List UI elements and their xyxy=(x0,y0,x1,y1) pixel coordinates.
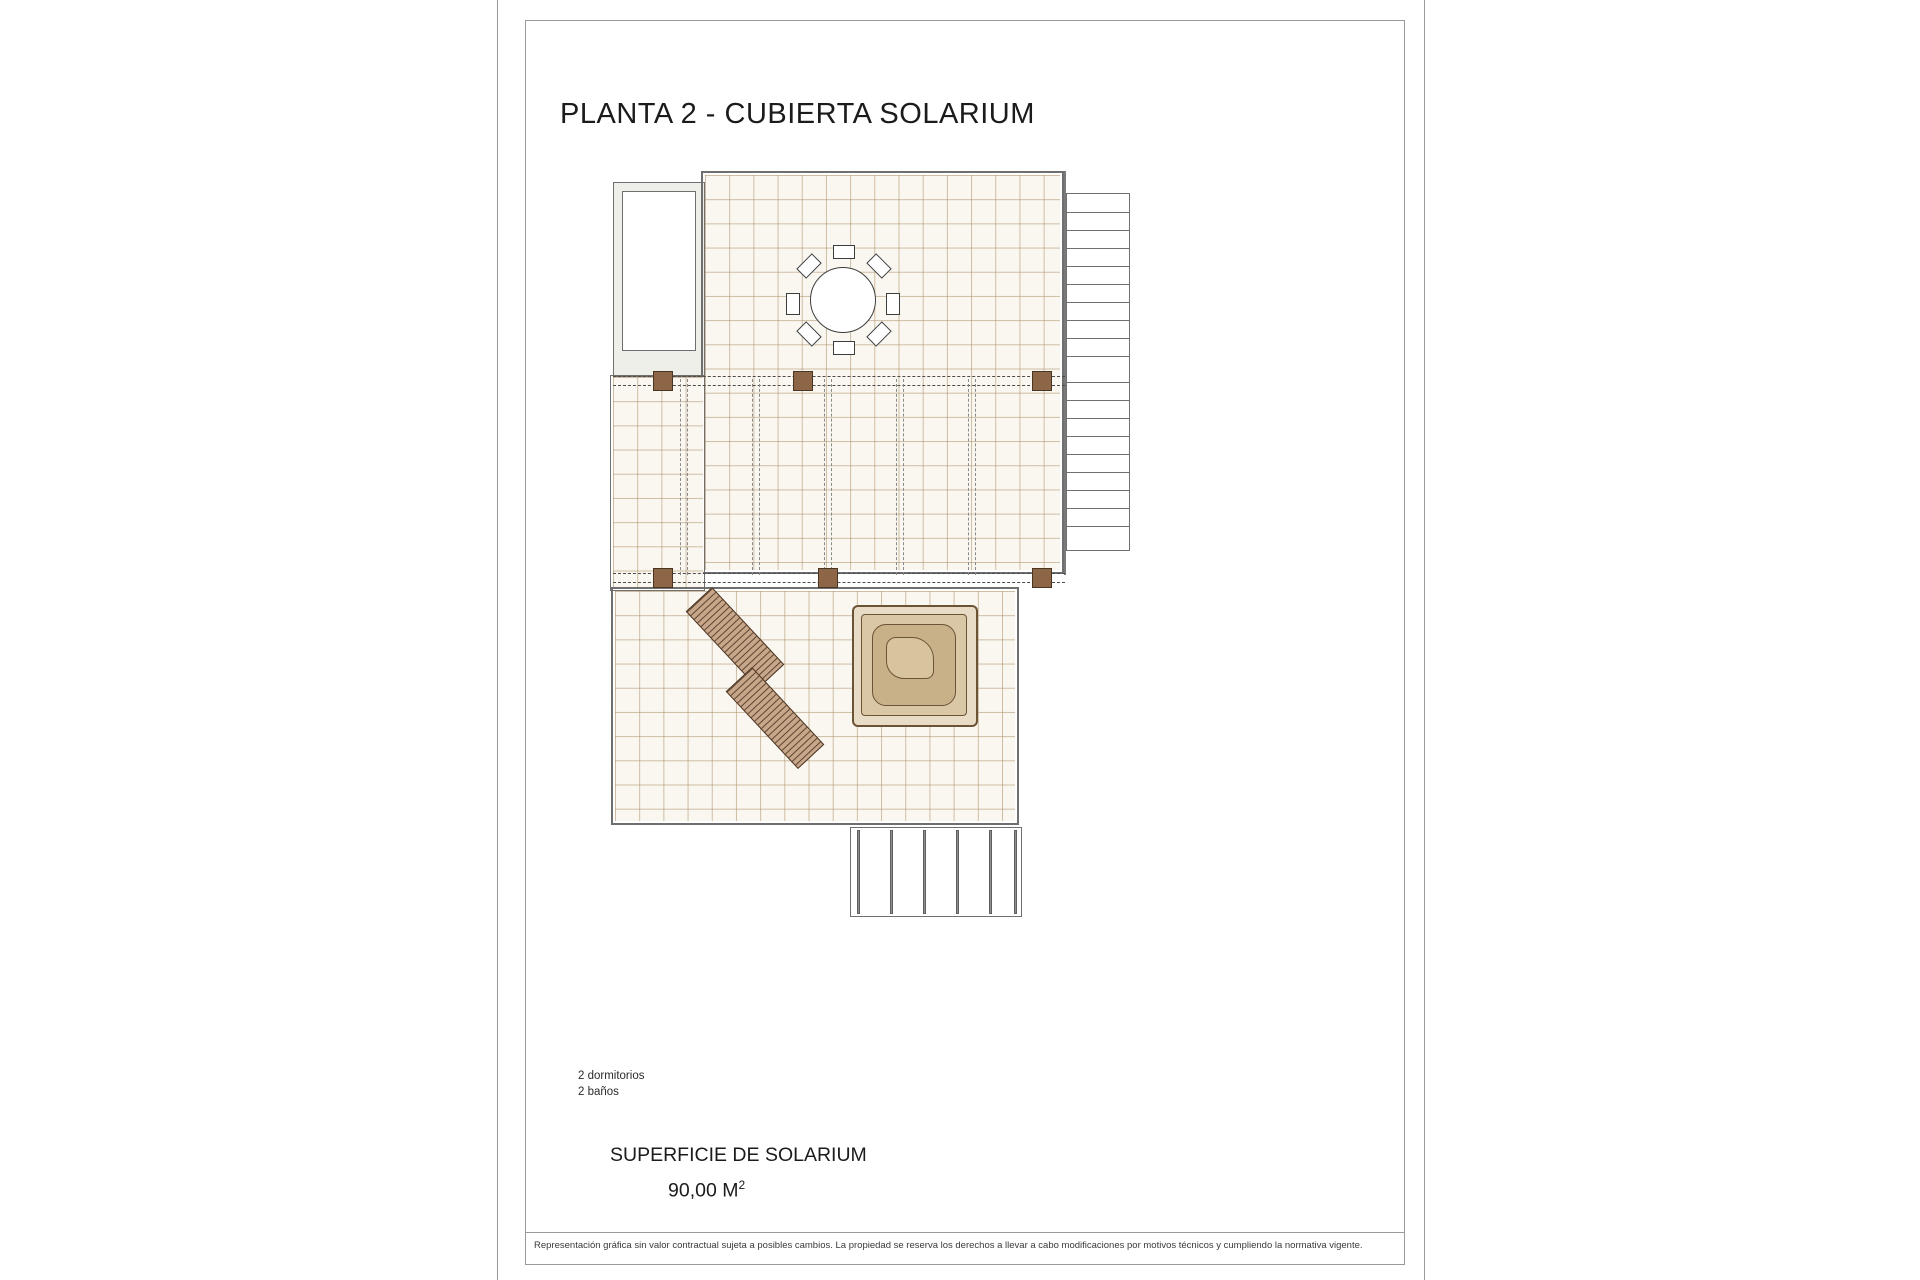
balcony-railing xyxy=(850,827,1022,917)
pergola-rafter-5 xyxy=(824,379,825,575)
stair-step xyxy=(1067,490,1129,491)
stair-step xyxy=(1067,526,1129,527)
railing-bar xyxy=(989,830,992,914)
railing-bar xyxy=(956,830,959,914)
page-title: PLANTA 2 - CUBIERTA SOLARIUM xyxy=(560,98,1035,130)
staircase xyxy=(1066,193,1130,551)
stair-step xyxy=(1067,356,1129,357)
stair-step xyxy=(1067,338,1129,339)
stair-step xyxy=(1067,212,1129,213)
pergola-rafter-8 xyxy=(903,379,904,575)
stair-step xyxy=(1067,320,1129,321)
pergola-rafter-7 xyxy=(896,379,897,575)
disclaimer-text: Representación gráfica sin valor contractual sujeta a posibles cambios. La propiedad se reserva los derechos a llevar a cabo modificaciones por motivos técnicos y cumpliendo la normativa vigente. xyxy=(534,1240,1363,1251)
pergola-post-3 xyxy=(1032,371,1052,391)
surface-value-row xyxy=(610,1170,867,1206)
pergola-rafter-6 xyxy=(831,379,832,575)
jacuzzi-seat xyxy=(886,637,934,679)
stair-step xyxy=(1067,454,1129,455)
bathrooms-note: 2 baños xyxy=(578,1086,619,1098)
pergola-rafter-9 xyxy=(968,379,969,575)
stair-step xyxy=(1067,248,1129,249)
stair-step xyxy=(1067,302,1129,303)
unit-notes xyxy=(578,1068,644,1100)
stair-step xyxy=(1067,418,1129,419)
pergola-rafter-1 xyxy=(680,379,681,575)
pergola-beam-top-a xyxy=(613,376,1065,377)
chair xyxy=(833,245,855,259)
storage-room-inner xyxy=(622,191,696,351)
pergola-post-1 xyxy=(653,371,673,391)
chair xyxy=(796,253,821,278)
chair xyxy=(833,341,855,355)
pergola-beam-bottom-b xyxy=(613,582,1065,583)
surface-unit: 2 xyxy=(738,1178,746,1192)
stair-step xyxy=(1067,508,1129,509)
jacuzzi-hot-tub xyxy=(852,605,978,727)
terrace-upper-outline xyxy=(701,171,1064,574)
chair xyxy=(866,253,891,278)
railing-bar xyxy=(923,830,926,914)
stair-step xyxy=(1067,266,1129,267)
stair-step xyxy=(1067,472,1129,473)
stair-step xyxy=(1067,400,1129,401)
pergola-rafter-3 xyxy=(752,379,753,575)
table-top xyxy=(810,267,876,333)
railing-bar xyxy=(890,830,893,914)
stair-step xyxy=(1067,436,1129,437)
chair xyxy=(796,321,821,346)
stair-step xyxy=(1067,230,1129,231)
floor-plan-drawing xyxy=(660,195,1280,1005)
pergola-rafter-4 xyxy=(759,379,760,575)
railing-bar xyxy=(857,830,860,914)
chair xyxy=(866,321,891,346)
chair xyxy=(886,293,900,315)
surface-value: 90,00 M xyxy=(668,1179,739,1202)
footer-divider xyxy=(526,1232,1404,1233)
round-dining-table xyxy=(788,245,896,355)
stair-step xyxy=(1067,382,1129,383)
pergola-post-5 xyxy=(818,568,838,588)
railing-bar xyxy=(1014,830,1017,914)
bedrooms-note: 2 dormitorios xyxy=(578,1070,645,1082)
surface-block xyxy=(610,1140,867,1206)
surface-label: SUPERFICIE DE SOLARIUM xyxy=(610,1144,867,1166)
chair xyxy=(786,293,800,315)
stair-step xyxy=(1067,284,1129,285)
terrace-left-strip-outline xyxy=(610,375,705,591)
pergola-post-2 xyxy=(793,371,813,391)
pergola-post-4 xyxy=(653,568,673,588)
pergola-rafter-10 xyxy=(975,379,976,575)
pergola-rafter-2 xyxy=(687,379,688,575)
pergola-post-6 xyxy=(1032,568,1052,588)
